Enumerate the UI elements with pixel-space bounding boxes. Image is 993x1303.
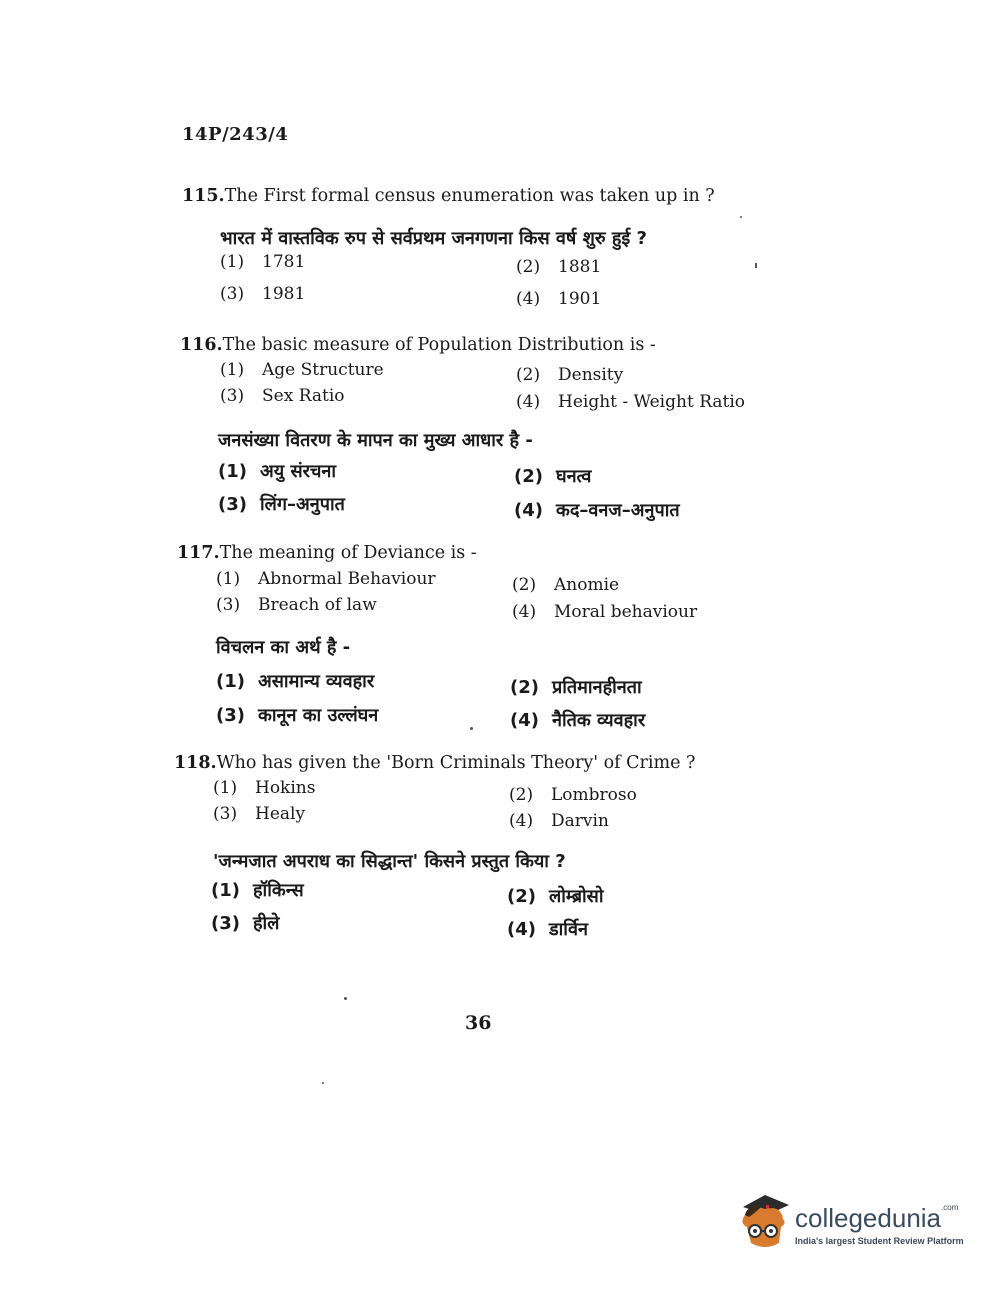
option-hi-1: (1) हॉकिन्स bbox=[211, 880, 304, 901]
question-number: 117. bbox=[177, 543, 220, 563]
option-1: (1) Hokins bbox=[213, 778, 316, 798]
paper-code: 14P/243/4 bbox=[182, 124, 289, 145]
option-2: (2) Density bbox=[516, 365, 624, 385]
question-117 bbox=[177, 543, 477, 563]
question-text-en: The First formal census enumeration was taken up in ? bbox=[224, 186, 715, 206]
option-2: (2) 1881 bbox=[516, 257, 602, 277]
question-text-hi: जनसंख्या वितरण के मापन का मुख्य आधार है - bbox=[218, 430, 533, 451]
option-hi-3: (3) लिंग–अनुपात bbox=[218, 494, 345, 515]
option-1: (1) Abnormal Behaviour bbox=[216, 569, 436, 589]
logo-wordmark: collegedunia$^{.com}$ bbox=[795, 1203, 959, 1233]
option-4: (4) Darvin bbox=[509, 811, 609, 831]
question-text-hi: 'जन्मजात अपराध का सिद्धान्त' किसने प्रस्तुत किया ? bbox=[213, 851, 566, 872]
option-hi-4: (4) डार्विन bbox=[507, 919, 588, 940]
option-hi-2: (2) लोम्ब्रोसो bbox=[507, 886, 604, 907]
option-4: (4) 1901 bbox=[516, 289, 602, 309]
scan-speck bbox=[470, 727, 473, 730]
logo-tagline: India's largest Student Review Platform bbox=[795, 1236, 964, 1246]
collegedunia-logo bbox=[735, 1193, 965, 1257]
option-2: (2) Anomie bbox=[512, 575, 620, 595]
option-3: (3) 1981 bbox=[220, 284, 306, 304]
question-118 bbox=[174, 753, 695, 773]
question-text-hi: विचलन का अर्थ है - bbox=[216, 637, 351, 658]
scan-speck bbox=[740, 216, 742, 218]
question-text-en: The meaning of Deviance is - bbox=[219, 543, 477, 563]
question-text-en: Who has given the 'Born Criminals Theory' of Crime ? bbox=[216, 753, 696, 773]
option-hi-4: (4) नैतिक व्यवहार bbox=[510, 710, 646, 731]
option-hi-2: (2) प्रतिमानहीनता bbox=[510, 677, 642, 698]
question-text-en: The basic measure of Population Distribution is - bbox=[222, 335, 656, 355]
option-2: (2) Lombroso bbox=[509, 785, 637, 805]
question-number: 115. bbox=[182, 186, 225, 206]
scan-speck bbox=[755, 263, 757, 268]
option-hi-4: (4) कद–वनज–अनुपात bbox=[514, 500, 680, 521]
mascot-icon bbox=[735, 1193, 793, 1257]
scan-speck bbox=[344, 997, 347, 1000]
option-hi-2: (2) घनत्व bbox=[514, 466, 592, 487]
option-1: (1) 1781 bbox=[220, 252, 306, 272]
option-1: (1) Age Structure bbox=[220, 360, 384, 380]
option-hi-3: (3) कानून का उल्लंघन bbox=[216, 705, 379, 726]
question-number: 116. bbox=[180, 335, 223, 355]
option-hi-1: (1) अयु संरचना bbox=[218, 461, 337, 482]
option-3: (3) Sex Ratio bbox=[220, 386, 345, 406]
page-number: 36 bbox=[465, 1012, 492, 1034]
question-116 bbox=[180, 335, 656, 355]
option-hi-3: (3) हीले bbox=[211, 913, 280, 934]
option-3: (3) Healy bbox=[213, 804, 306, 824]
option-hi-1: (1) असामान्य व्यवहार bbox=[216, 671, 375, 692]
option-3: (3) Breach of law bbox=[216, 595, 377, 615]
scan-speck bbox=[322, 1082, 324, 1084]
option-4: (4) Height - Weight Ratio bbox=[516, 392, 746, 412]
question-text-hi: भारत में वास्तविक रुप से सर्वप्रथम जनगणना किस वर्ष शुरु हुई ? bbox=[220, 228, 647, 249]
option-4: (4) Moral behaviour bbox=[512, 602, 698, 622]
question-number: 118. bbox=[174, 753, 217, 773]
question-115 bbox=[182, 186, 715, 206]
